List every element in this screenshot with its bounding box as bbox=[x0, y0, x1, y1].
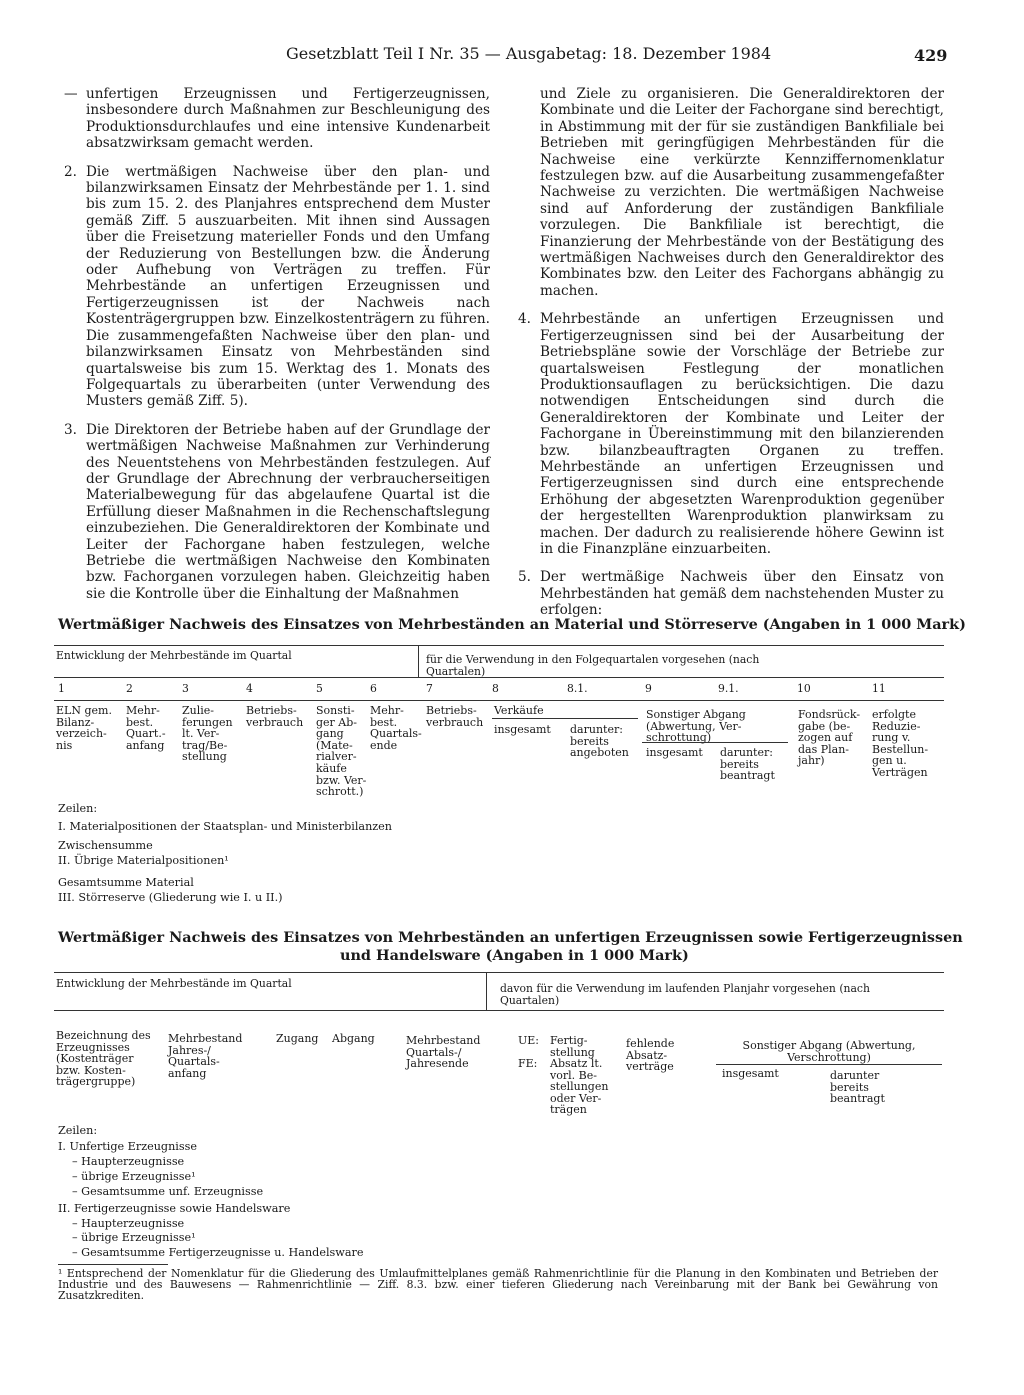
list-item bbox=[64, 86, 490, 152]
col-head-mehrbestand-ende: Mehrbestand Quartals-/ Jahresende bbox=[406, 1034, 481, 1071]
table2-row: I. Unfertige Erzeugnisse bbox=[58, 1140, 197, 1153]
table2-row: – Gesamtsumme unf. Erzeugnisse bbox=[72, 1185, 264, 1198]
table2-row: – Haupterzeugnisse bbox=[72, 1155, 185, 1168]
table1-rule bbox=[54, 700, 944, 701]
col-head-sonstiger-abgang: Sonstiger Abgang (Abwertung, Verschrottung) bbox=[742, 1039, 916, 1064]
col-head-betriebsverbrauch-2: Betriebs-verbrauch bbox=[426, 704, 484, 729]
col-head-zulieferungen: Zulie-ferungen lt. Ver-trag/Be-stellung bbox=[182, 704, 233, 764]
table1-row: II. Übrige Materialpositionen¹ bbox=[58, 854, 229, 867]
left-column bbox=[64, 86, 490, 608]
col-number: 2 bbox=[126, 682, 133, 695]
table1-rule bbox=[492, 718, 638, 719]
item3-text: Die Direktoren der Betriebe haben auf der Grundlage der wertmäßigen Nachweise Maßnahmen zur Verhinderung des Neuentstehens von Mehrbeständen festzulegen. Auf der Grundlage der Abrechnung der verbraucherseitigen Materialbewegung für das abgelaufene Quartal ist die Erfüllung dieser Maßnahmen in die Rechenschaftslegung einzubeziehen. Die Generaldirektoren der Kombinate und Leiter der Fachorgane haben festzulegen, welche Betriebe die wertmäßigen Nachweise den Kombinaten bzw. Fachorganen vorzulegen haben. Gleichzeitig haben sie die Kontrolle über die Einhaltung der Maßnahmen bbox=[86, 421, 490, 602]
col-head-verkaeufe-insgesamt: insgesamt bbox=[494, 723, 551, 736]
table2-group-left: Entwicklung der Mehrbestände im Quartal bbox=[56, 977, 292, 990]
item3-continuation: und Ziele zu organisieren. Die Generaldirektoren der Kombinate und die Leiter der Fachorgane sind berechtigt, in Abstimmung mit der für sie zuständigen Bankfiliale bei Betrieben mit geringfügigen Mehrbeständen für die Nachweise eine verkürzte Kennziffernomenklatur festzulegen bzw. auf die Ausarbeitung zusammengefaßter Nachweise zu verzichten. Die wertmäßigen Nachweise sind auf Anforderung der zuständigen Bankfiliale vorzulegen. Die Bankfiliale ist berechtigt, die Finanzierung der Mehrbestände von der Bestätigung des wertmäßigen Nachweises durch den Generaldirektor des Kombinates bzw. den Leiter des Fachorgans abhängig zu machen. bbox=[540, 86, 944, 299]
right-column bbox=[518, 86, 944, 625]
col-head-sonstiger-abgang-2: Sonstiger Abgang (Abwertung, Ver-schrottung) bbox=[646, 708, 746, 745]
col-head-reduzierung: erfolgte Reduzie-rung v. Bestellun-gen u. Verträgen bbox=[872, 708, 929, 779]
table2-zeilen: Zeilen: bbox=[58, 1124, 98, 1137]
col-number: 10 bbox=[797, 682, 811, 695]
table2-divider bbox=[486, 972, 487, 1010]
col-head-bereits-angeboten: darunter: bereits angeboten bbox=[570, 723, 629, 760]
table1-row: I. Materialpositionen der Staatsplan- und Ministerbilanzen bbox=[58, 820, 392, 833]
footnote: ¹ Entsprechend der Nomenklatur für die Gliederung des Umlaufmittelplanes gemäß Rahmenrichtlinie für die Planung in den Kombinaten und Betrieben der Industrie und des Bauwesens — Rahmenrichtlinie — Ziff. 8.3. bzw. einer tieferen Gliederung nach Vereinbarung mit der Bank bei Gewährung von Zusatzkrediten. bbox=[58, 1267, 938, 1303]
table2-title-line2: und Handelsware (Angaben in 1 000 Mark) bbox=[340, 947, 689, 964]
table2-row: – übrige Erzeugnisse¹ bbox=[72, 1170, 196, 1183]
table2-row: II. Fertigerzeugnisse sowie Handelsware bbox=[58, 1202, 291, 1215]
item2-text: Die wertmäßigen Nachweise über den plan- und bilanzwirksamen Einsatz der Mehrbestände per 1. 1. sind bis zum 15. 2. des Planjahres entsprechend dem Muster gemäß Ziff. 5 auszuarbeiten. Mit ihnen sind Aussagen über die Freisetzung materieller Fonds und den Umfang der Reduzierung von Bestellungen bzw. die Änderung oder Aufhebung von Verträgen zu treffen. Für Mehrbestände an unfertigen Erzeugnissen und Fertigerzeugnissen ist der Nachweis nach Kostenträgergruppen bzw. Einzelkostenträgern zu führen. Die zusammengefaßten Nachweise über den plan- und bilanzwirksamen Einsatz von Mehrbeständen sind quartalsweise bis zum 15. Werktag des 1. Monats des Folgequartals zu überarbeiten (unter Verwendung des Musters gemäß Ziff. 5). bbox=[86, 163, 490, 410]
table1-rule bbox=[54, 677, 944, 678]
col-head-fondsrueckgabe: Fondsrück-gabe (be-zogen auf das Plan-jahr) bbox=[798, 708, 861, 768]
table1-divider bbox=[418, 645, 419, 677]
col-head-fertigstellung: Fertig-stellung bbox=[550, 1034, 595, 1059]
table1-zeilen: Zeilen: bbox=[58, 802, 98, 815]
list-number: 4. bbox=[518, 311, 531, 328]
footnote-rule bbox=[58, 1264, 168, 1265]
item4-text: Mehrbestände an unfertigen Erzeugnissen und Fertigerzeugnissen sind bei der Ausarbeitung der Betriebspläne sowie der Vorschläge der Betriebe zur quartalsweisen Festlegung der monatlichen Produktionsauflagen zu berücksichtigen. Die dazu notwendigen Entscheidungen sind durch die Generaldirektoren der Kombinate und Leiter der Fachorgane in Übereinstimmung mit den bilanzierenden bzw. bilanzbeauftragten Organen zu treffen. Mehrbestände an unfertigen Erzeugnissen und Fertigerzeugnissen sind durch eine entsprechende Erhöhung der abgesetzten Warenproduktion gegenüber der hergestellten Warenproduktion planwirksam zu machen. Der dadurch zu realisierende höhere Gewinn ist in die Finanzpläne einzuarbeiten. bbox=[540, 311, 944, 557]
table2-row: – Gesamtsumme Fertigerzeugnisse u. Handelsware bbox=[72, 1246, 364, 1259]
col-head-insgesamt: insgesamt bbox=[722, 1067, 779, 1080]
col-head-bereits-beantragt: darunter bereits beantragt bbox=[830, 1069, 885, 1106]
table1-rule bbox=[54, 645, 944, 646]
col-number: 1 bbox=[58, 682, 65, 695]
col-head-mehrbest-ende: Mehr-best. Quartals-ende bbox=[370, 704, 422, 752]
col-head-fe: FE: bbox=[518, 1057, 538, 1070]
table2-row: – übrige Erzeugnisse¹ bbox=[72, 1231, 196, 1244]
item5-text: Der wertmäßige Nachweis über den Einsatz von Mehrbeständen hat gemäß dem nachstehenden Muster zu erfolgen: bbox=[540, 569, 944, 619]
col-head-abgang: Abgang bbox=[332, 1032, 375, 1045]
col-number: 7 bbox=[426, 682, 433, 695]
col-number: 11 bbox=[872, 682, 886, 695]
col-head-absatz: Absatz lt. vorl. Be-stellungen oder Ver-trägen bbox=[550, 1057, 609, 1117]
table1-group-right: für die Verwendung in den Folgequartalen vorgesehen (nach Quartalen) bbox=[426, 653, 760, 678]
col-number: 6 bbox=[370, 682, 377, 695]
col-head-mehrbestand-anfang: Mehrbestand Jahres-/ Quartals-anfang bbox=[168, 1032, 243, 1080]
list-item bbox=[518, 569, 944, 618]
table2-rule bbox=[716, 1064, 942, 1065]
col-number: 9.1. bbox=[718, 682, 739, 695]
col-head-mehrbest-anfang: Mehr-best. Quart.-anfang bbox=[126, 704, 166, 752]
col-head-bereits-beantragt: darunter: bereits beantragt bbox=[720, 746, 775, 783]
col-number: 9 bbox=[645, 682, 652, 695]
table2-rule bbox=[54, 1010, 944, 1011]
list-dash: — bbox=[64, 86, 78, 102]
table1-row: Zwischensumme bbox=[58, 839, 153, 852]
col-head-zugang: Zugang bbox=[276, 1032, 319, 1045]
col-head-betriebsverbrauch: Betriebs-verbrauch bbox=[246, 704, 304, 729]
list-item bbox=[64, 422, 490, 602]
col-number: 3 bbox=[182, 682, 189, 695]
list-item bbox=[64, 164, 490, 410]
col-head-sonst-insgesamt: insgesamt bbox=[646, 746, 703, 759]
table2-title-line1: Wertmäßiger Nachweis des Einsatzes von Mehrbeständen an unfertigen Erzeugnissen sowie Fertigerzeugnissen bbox=[58, 929, 963, 946]
col-head-fehlende-vertraege: fehlende Absatz-verträge bbox=[626, 1037, 675, 1074]
list-item bbox=[518, 311, 944, 557]
col-head-ue: UE: bbox=[518, 1034, 540, 1047]
list-number: 2. bbox=[64, 163, 77, 180]
table2-group-right: davon für die Verwendung im laufenden Planjahr vorgesehen (nach Quartalen) bbox=[500, 982, 870, 1007]
table1-group-left: Entwicklung der Mehrbestände im Quartal bbox=[56, 649, 292, 662]
page-number: 429 bbox=[914, 46, 948, 65]
table1-rule bbox=[642, 742, 788, 743]
col-head-sonstiger-abgang: Sonsti-ger Ab-gang (Mate-rialver-käufe bzw. Ver-schrott.) bbox=[316, 704, 367, 799]
table1-row: Gesamtsumme Material bbox=[58, 876, 194, 889]
col-number: 8 bbox=[492, 682, 499, 695]
col-number: 5 bbox=[316, 682, 323, 695]
col-head-bezeichnung: Bezeichnung des Erzeugnisses (Kostenträger bzw. Kosten-trägergruppe) bbox=[56, 1029, 151, 1089]
list-number: 5. bbox=[518, 569, 531, 586]
col-number: 8.1. bbox=[567, 682, 588, 695]
item1-continuation: unfertigen Erzeugnissen und Fertigerzeugnissen, insbesondere durch Maßnahmen zur Beschleunigung des Produktionsdurchlaufes und eine intensive Kundenarbeit absatzwirksam gemacht werden. bbox=[86, 86, 490, 152]
page-header: Gesetzblatt Teil I Nr. 35 — Ausgabetag: 18. Dezember 1984 bbox=[286, 44, 772, 63]
table2-row: – Haupterzeugnisse bbox=[72, 1217, 185, 1230]
col-number: 4 bbox=[246, 682, 253, 695]
col-head-verkaeufe: Verkäufe bbox=[494, 704, 544, 717]
table1-row: III. Störreserve (Gliederung wie I. u II.) bbox=[58, 891, 283, 904]
table1-title: Wertmäßiger Nachweis des Einsatzes von Mehrbeständen an Material und Störreserve (Angaben in 1 000 Mark) bbox=[58, 616, 966, 633]
col-head-eln: ELN gem. Bilanz-verzeich-nis bbox=[56, 704, 112, 752]
table2-rule bbox=[54, 972, 944, 973]
list-number: 3. bbox=[64, 421, 77, 438]
